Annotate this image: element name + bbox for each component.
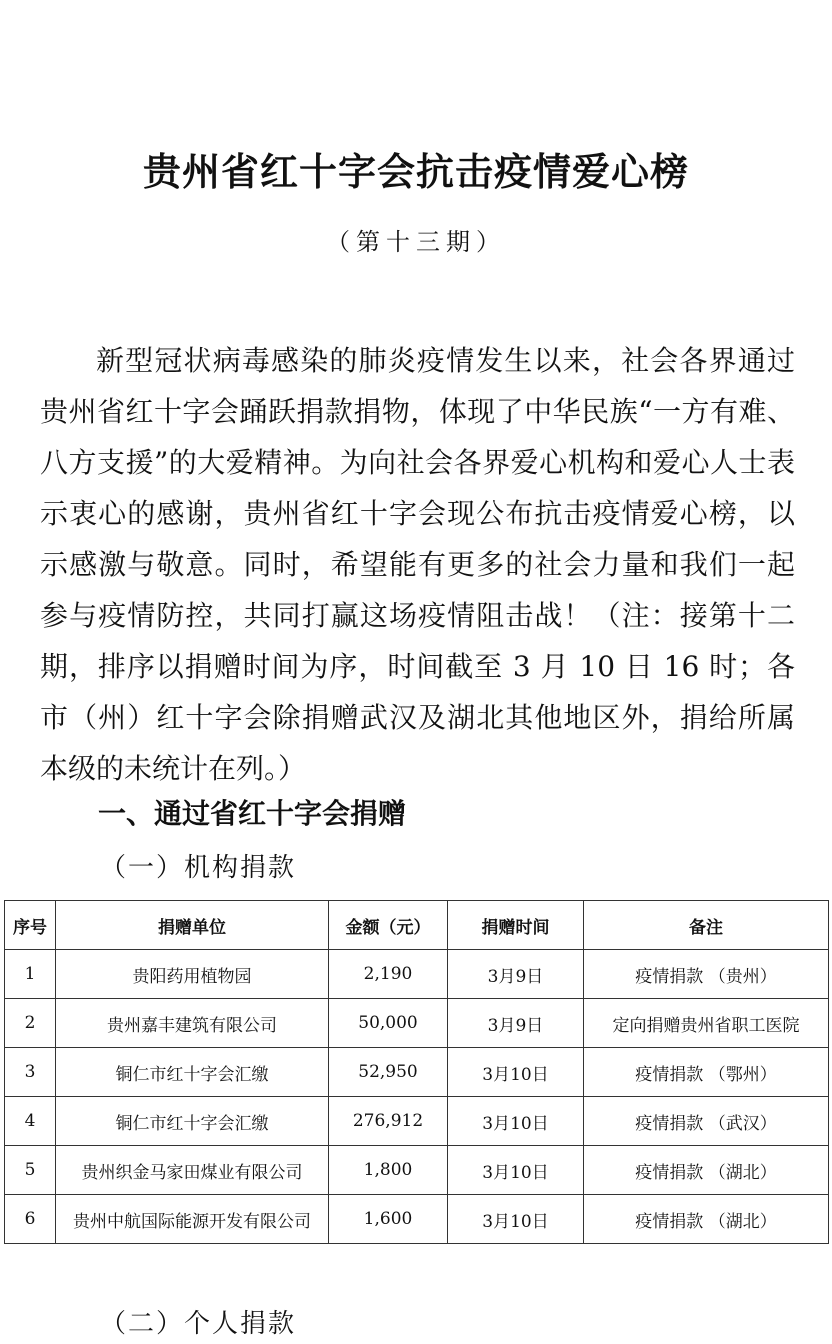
cell-index: 5: [5, 1146, 56, 1195]
table-row: [5, 1195, 829, 1244]
cell-donor: 贵阳药用植物园: [56, 950, 329, 999]
cell-index: 1: [5, 950, 56, 999]
cell-date: 3月10日: [448, 1097, 584, 1146]
cell-note: 疫情捐款 （贵州）: [584, 950, 829, 999]
cell-donor: 贵州中航国际能源开发有限公司: [56, 1195, 329, 1244]
cell-amount: 276,912: [329, 1097, 448, 1146]
cell-amount: 2,190: [329, 950, 448, 999]
cell-index: 2: [5, 999, 56, 1048]
cell-note: 定向捐赠贵州省职工医院: [584, 999, 829, 1048]
cell-date: 3月10日: [448, 1146, 584, 1195]
cell-donor: 铜仁市红十字会汇缴: [56, 1097, 329, 1146]
page-title: 贵州省红十字会抗击疫情爱心榜: [142, 150, 689, 194]
col-header-donor: 捐赠单位: [56, 901, 329, 950]
cell-donor: 贵州织金马家田煤业有限公司: [56, 1146, 329, 1195]
cell-donor: 贵州嘉丰建筑有限公司: [56, 999, 329, 1048]
intro-paragraph: 新型冠状病毒感染的肺炎疫情发生以来，社会各界通过贵州省红十字会踊跃捐款捐物，体现了中华民族“一方有难、八方支援”的大爱精神。为向社会各界爱心机构和爱心人士表示衷心的感谢，贵州省红十字会现公布抗击疫情爱心榜，以示感激与敬意。同时，希望能有更多的社会力量和我们一起参与疫情防控，共同打赢这场疫情阻击战！（注：接第十二期，排序以捐赠时间为序，时间截至 3 月 10 日 16 时；各市（州）红十字会除捐赠武汉及湖北其他地区外，捐给所属本级的未统计在列。）: [40, 344, 795, 785]
table-row: [5, 1048, 829, 1097]
cell-note: 疫情捐款 （湖北）: [584, 1146, 829, 1195]
table-row: [5, 999, 829, 1048]
issue-number: （第十三期）: [326, 228, 506, 256]
cell-note: 疫情捐款 （武汉）: [584, 1097, 829, 1146]
cell-note: 疫情捐款 （湖北）: [584, 1195, 829, 1244]
table-row: [5, 950, 829, 999]
cell-date: 3月10日: [448, 1048, 584, 1097]
table-header-row: [5, 901, 829, 950]
cell-amount: 1,800: [329, 1146, 448, 1195]
cell-index: 4: [5, 1097, 56, 1146]
table-row: [5, 1146, 829, 1195]
cell-date: 3月10日: [448, 1195, 584, 1244]
cell-index: 3: [5, 1048, 56, 1097]
cell-note: 疫情捐款 （鄂州）: [584, 1048, 829, 1097]
subsection-heading-individuals: （二）个人捐款: [100, 1309, 297, 1339]
cell-amount: 50,000: [329, 999, 448, 1048]
cell-amount: 52,950: [329, 1048, 448, 1097]
cell-index: 6: [5, 1195, 56, 1244]
section-heading: 一、通过省红十字会捐赠: [98, 797, 407, 830]
cell-date: 3月9日: [448, 999, 584, 1048]
subsection-heading-institutions: （一）机构捐款: [100, 853, 297, 883]
col-header-index: 序号: [5, 901, 56, 950]
col-header-date: 捐赠时间: [448, 901, 584, 950]
cell-donor: 铜仁市红十字会汇缴: [56, 1048, 329, 1097]
cell-date: 3月9日: [448, 950, 584, 999]
cell-amount: 1,600: [329, 1195, 448, 1244]
col-header-note: 备注: [584, 901, 829, 950]
donation-table: [4, 900, 829, 1244]
col-header-amount: 金额（元）: [329, 901, 448, 950]
table-row: [5, 1097, 829, 1146]
